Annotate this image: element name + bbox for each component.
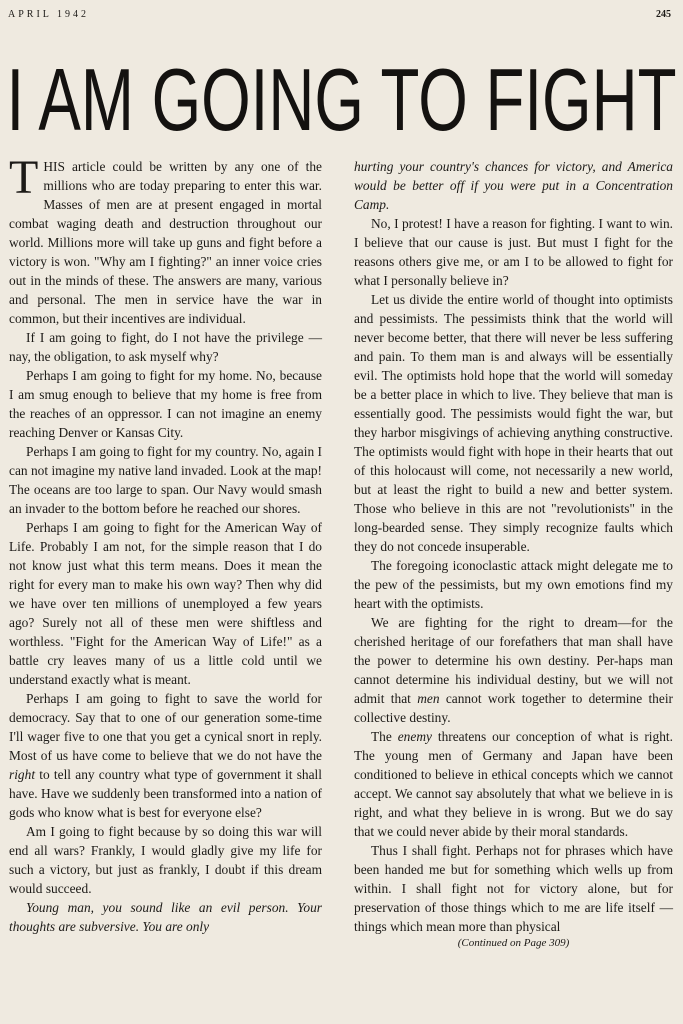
italic-paragraph: hurting your country's chances for victory, and America would be better off if you were put in a Concentration Camp.: [354, 159, 673, 212]
paragraph: Thus I shall fight. Perhaps not for phrases which have been handed me but for something which wells up from within. I shall fight not for victory alone, but for preservation of those things which to me are life itself — things which mean more than physical: [354, 843, 673, 934]
paragraph: The enemy threatens our conception of what is right. The young men of Germany and Japan have been conditioned to believe in ethical concepts which we cannot accept. We cannot say absolutely that what we believe in is right, and what they believe in is wrong. But we do say that we could never abide by their moral standards.: [354, 729, 673, 839]
paragraph: Perhaps I am going to fight for my home. No, because I am smug enough to believe that my home is free from the reaches of an oppressor. I can not imagine an enemy reaching Denver or Kansas City.: [9, 368, 322, 440]
paragraph: THIS article could be written by any one of the millions who are today preparing to enter this war. Masses of men are at present engaged in mortal combat waging death and destruction throughout our world. Millions more will take up guns and fight before a victory is won. "Why am I fighting?" an inner voice cries out in the minds of these. The answers are many, various and personal. The men in service have the war in common, but their incentives are individual.: [9, 151, 322, 326]
paragraph: The foregoing iconoclastic attack might delegate me to the pew of the pessimists, but my own emotions find my heart with the optimists.: [354, 558, 673, 611]
continued-note: (Continued on Page 309): [457, 937, 570, 949]
paragraph: Perhaps I am going to fight to save the world for democracy. Say that to one of our generation some-time I'll wager five to one that you get a cynical snort in reply. Most of us have come to believe that we do not have the right to tell any country what type of government it shall have. Have we suddenly been transformed into a nation of gods who know what is best for everyone else?: [9, 691, 322, 820]
article-title: [0, 40, 683, 140]
paragraph: Perhaps I am going to fight for my country. No, again I can not imagine my native land invaded. Look at the map! The oceans are too large to span. Our Navy would smash an invader to the bottom before he reached our shores.: [9, 444, 322, 516]
italic-paragraph: Young man, you sound like an evil person. Your thoughts are subversive. You are only: [9, 900, 322, 934]
paragraph: Let us divide the entire world of thought into optimists and pessimists. The pessimists think that the world will never become better, that there will never be less suffering and pain. To them man is and always will be essentially evil. The optimists hold hope that the world will someday be a better place in which to live. They believe that man is essentially good. The pessimists would fight the war, but they harbor misgivings of achieving anything constructive. The optimists would fight with hope in their hearts that out of this holocaust will come, not necessarily a new world, but at least the right to build a new and better system. Those who believe in this are not "revolutionists" in the long-bearded sense. They simply recognize faults which they do not concede insuperable.: [354, 292, 673, 554]
paragraph: Perhaps I am going to fight for the American Way of Life. Probably I am not, for the simple reason that I do not know just what this term means. Does it mean the right for every man to make his own way? Then why did we have over ten millions of unemployed a few years ago? Surely not all of these men were shiftless and worthless. "Fight for the American Way of Life!" as a battle cry leaves many of us a little cold until we understand exactly what is meant.: [9, 520, 322, 687]
right-column: [354, 157, 673, 953]
running-header-date: APRIL 1942: [8, 9, 90, 20]
drop-cap: T: [9, 151, 39, 204]
paragraph: No, I protest! I have a reason for fighting. I want to win. I believe that our cause is just. But must I fight for the reasons others give me, or am I to be allowed to fight for what I personally believe in?: [354, 216, 673, 288]
article-title-text: I AM GOING TO FIGHT: [6, 51, 677, 140]
page-number: 245: [656, 9, 671, 20]
paragraph: We are fighting for the right to dream—for the cherished heritage of our forefathers that man shall have the power to determine his own destiny. Per-haps man cannot determine his individual destiny, but we will not admit that men cannot work together to determine their collective destiny.: [354, 615, 673, 725]
left-column: [9, 151, 322, 936]
paragraph: If I am going to fight, do I not have the privilege —nay, the obligation, to ask myself why?: [9, 330, 322, 364]
paragraph: Am I going to fight because by so doing this war will end all wars? Frankly, I would gladly give my life for such a victory, but just as frankly, I doubt if this dream would succeed.: [9, 824, 322, 896]
